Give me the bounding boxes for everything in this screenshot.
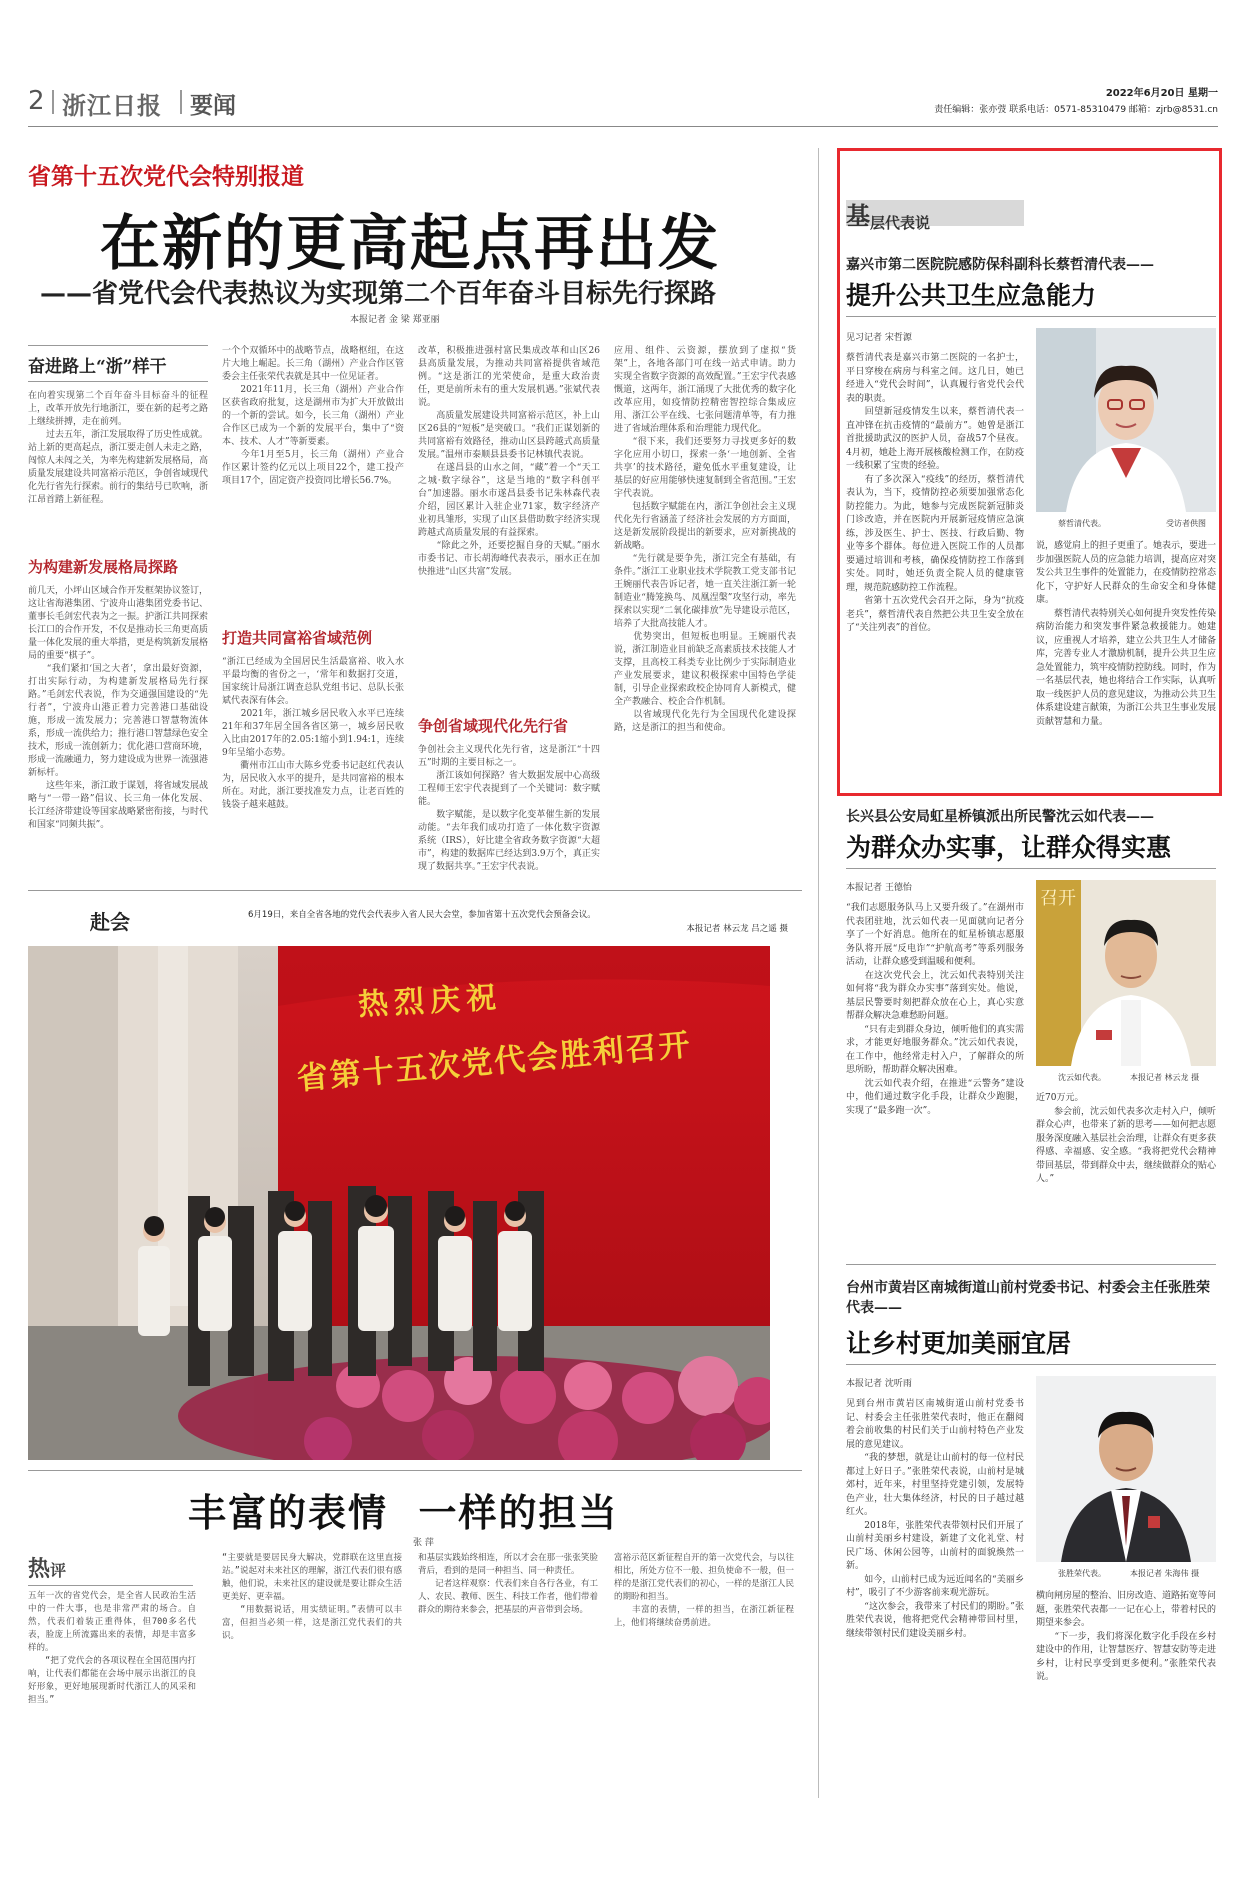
main-col-1	[28, 345, 208, 875]
story2-body1: “我们志愿服务队马上又要升级了。”在湖州市代表团驻地，沈云如代表一见面就向记者分享了一个好消息。他所在的虹星桥镇志愿服务队将开展“反电诈”“护航高考”等系列服务活动，让群众感受到温暖和便利。 在这次党代会上，沈云如代表特别关注如何将“我为群众办实事”落到实处。他说，基层民警要时刻把群众放在心上，真心实意帮群众解决急难愁盼问题。 “只有走到群众身边，倾听他们的真实需求，才能更好地服务群众。”沈云如代表说，在工作中，他经常走村入户，了解群众的所思所盼，帮助群众解决困难。 沈云如代表介绍，在推进“云警务”建设中，他们通过数字化手段，让群众少跑腿，实现了“最多跑一次”。	[846, 903, 1024, 1116]
section-title-prefix: 奋进路上	[28, 357, 96, 377]
page-number: 2	[28, 86, 45, 116]
deputy-panel-label	[846, 200, 1024, 232]
story2-photo	[1036, 880, 1216, 1066]
photo-section-label: 赴会	[90, 910, 130, 934]
main-col-2	[222, 345, 404, 875]
headline-subtitle: ——省党代会代表热议为实现第二个百年奋斗目标先行探路	[40, 279, 717, 309]
story1-body2: 说，感觉肩上的担子更重了。她表示，要进一步加强医院人员的应急能力培训，提高应对突发公共卫生事件的处置能力，在疫情防控常态化下，守护好人民群众的生命安全和身体健康。 蔡哲清代表特别关心如何提升突发性传染病防治能力和突发事件紧急救援能力。她建议，应重视人才培养，建立公共卫生人才储备库，完善专业人才激励机制，提升公共卫生应急处置能力，筑牢疫情防控防线。同时，作为一名基层代表，她也将结合工作实际，认真听取一线医护人员的意见建议，为推动公共卫生体系建设建言献策，为浙江公共卫生事业发展贡献智慧和力量。	[1036, 541, 1216, 727]
story3-byline: 本报记者 沈听雨	[846, 1379, 912, 1389]
story3-body2: 横向闸房屋的整治、旧房改造、道路拓宽等问题，张胜荣代表都一一记在心上，带着村民的期望来参会。 “下一步，我们将深化数字化手段在乡村建设中的作用，让智慧医疗、智慧安防等走进乡村，让村民享受到更多便利。”张胜荣代表说。	[1036, 1591, 1216, 1682]
photo-top-rule	[28, 890, 802, 891]
masthead	[28, 84, 1218, 124]
commentary-headline: 丰富的表情 一样的担当	[188, 1490, 619, 1535]
banner-line-1: 热烈庆祝	[357, 980, 504, 1023]
story1-intro: 嘉兴市第二医院院感防保科副科长蔡哲清代表——	[846, 257, 1154, 273]
main-intro: 在向着实现第二个百年奋斗目标奋斗的征程上，改革开放先行地浙江，要在新的起考之路上继续拼搏，走在前列。 过去五年，浙江发展取得了历史性成就。站上新的更高起点，浙江要走创人未走之路，闯惊人未闯之关，为率先构建新发展格局，高质量发展建设共同富裕示范区，争创省域现代化先行省先行探索。前行的集结号已吹响，浙江昂首踏上新征程。	[28, 391, 208, 505]
story2-photo-credit: 本报记者 林云龙 摄	[1130, 1073, 1200, 1082]
story1-photo-caption: 蔡哲清代表。	[1058, 519, 1106, 528]
story1-photo	[1036, 328, 1216, 512]
main-col2-body: “浙江已经成为全国居民生活最富裕、收入水平最均衡的省份之一，‘常年和数据打交道，国家统计局浙江调查总队党组书记、总队长张斌代表深有体会。 2021年，浙江城乡居民收入水平已连续21年和37年居全国各省区第一，城乡居民收入比由2017年的2.05:1缩小到1.94:1，连续9年呈缩小态势。 衢州市江山市大陈乡党委书记赵红代表认为，居民收入水平的提升，是共同富裕的根本所在。对此，浙江要找准发力点，让老百姓的钱袋子越来越鼓。	[222, 657, 404, 810]
story2-body2: 近70万元。 参会前，沈云如代表多次走村入户，倾听群众心声，也带来了新的思考——如何把志愿服务深度融入基层社会治理，让群众有更多获得感、幸福感、安全感。“我将把党代会精神带回基层，带到群众中去，继续做群众的贴心人。”	[1036, 1093, 1216, 1184]
section-title: 打造共同富裕省域范例	[222, 629, 373, 647]
commentary-author: 张 萍	[413, 1538, 434, 1548]
commentary-col-2: “主要就是要居民身大解决，党群联在这里直接站。”说起对未来社区的理解，浙江代表们很有感触，他们说，未来社区的建设就是要让群众生活更美好、更幸福。 “用数据说话，用实绩证明。”表情可以丰富，但担当必须一样，这是浙江党代表们的共识。	[222, 1553, 402, 1641]
divider	[846, 1264, 1216, 1265]
commentary-col-1: 五年一次的省党代会，是全省人民政治生活中的一件大事，也是非常严肃的场合。自然，代表们着装正重得体，但700多名代表，脸庞上所流露出来的表情，却是丰富多样的。 “把了党代会的各项议程在全国范围内打响，让代表们都能在会场中展示出浙江的良好形象，更好地展现新时代浙江人的风采和担当。”	[28, 1591, 196, 1705]
special-report-label: 省第十五次党代会特别报道	[28, 164, 304, 190]
commentary-label	[28, 1552, 193, 1586]
story3-photo-caption: 张胜荣代表。	[1058, 1569, 1106, 1578]
main-col-4	[614, 345, 796, 875]
divider	[846, 868, 1216, 869]
editor-contact: 责任编辑：张亦弢 联系电话：0571-85310479 邮箱：zjrb@8531.cn	[934, 105, 1218, 115]
section-title	[28, 352, 208, 377]
photo-caption: 6月19日，来自全省各地的党代会代表步入省人民大会堂，参加省第十五次党代会预备会议。	[248, 910, 596, 920]
masthead-divider	[180, 90, 182, 114]
divider	[28, 381, 208, 382]
main-col4-body: 应用、组件、云资源，摆放到了虚拟“货架”上，各地各部门可在线一站式申请。助力实现全省数字资源的高效配置。”王宏宇代表感慨道，这两年，浙江涌现了大批优秀的数字化改革应用，如疫情防控精密智控综合集成应用、浙江公平在线、七张问题清单等，有力推进了省域治理体系和治理能力现代化。 “很下来，我们还要努力寻找更多好的数字化应用小切口，探索一条‘一地创新、全省共享’的技术路径，避免低水平重复建设，让基层的好应用能够快速复制到全省范围。”王宏宇代表说。 包括数字赋能在内，浙江争创社会主义现代化先行省涵盖了经济社会发展的方方面面，这是新发展阶段提出的新要求，应对新挑战的新战略。 “先行就是要争先，浙江完全有基础，有条件。”浙江工业职业技术学院教工党支部书记王婉丽代表告诉记者，她一直关注浙江新一轮制造业“腾笼换鸟、凤凰涅槃”攻坚行动，率先探索以实现“二氧化碳排放”先导建设示范区，培养了大批高技能人才。 优势突出，但短板也明显。王婉丽代表说，浙江制造业目前缺乏高素质技术技能人才支撑，且高校工科类专业比例少于实际制造业产业发展要求，建议积极探索中国特色学徒制，引导企业探索政校企协同育人新模式，健全产教融合、校企合作机制。 以省域现代化先行为全国现代化建设探路，这是浙江的担当和使命。	[614, 346, 796, 733]
story3-title: 让乡村更加美丽宜居	[846, 1329, 1072, 1358]
commentary-col-4: 富裕示范区新征程自开的第一次党代会，与以往相比，所处方位不一般、担负使命不一般，但一样的是浙江党代表们的初心，一样的是浙江人民的期盼和担当。 丰富的表情，一样的担当，在浙江新征程上，他们将继续奋勇前进。	[614, 1553, 794, 1628]
deputy-label-rest: 层代表说	[870, 214, 931, 232]
photo-feature-header	[28, 900, 802, 940]
main-col2-top: 一个个双循环中的战略节点，战略枢纽，在这片大地上崛起。长三角（湖州）产业合作区管委会主任张荣代表就是其中一位见证者。 2021年11月，长三角（湖州）产业合作区获省政府批复，这是湖州市为扩大开放做出的一个新的尝试。如今，长三角（湖州）产业合作区已成为一个新的发展平台，集中了“资本、技术、人才”等新要素。 今年1月至5月，长三角（湖州）产业合作区累计签约亿元以上项目22个，建工投产项目17个，固定资产投资同比增长56.7%。	[222, 346, 404, 486]
issue-date: 2022年6月20日 星期一	[1105, 88, 1218, 99]
main-col-3	[418, 345, 600, 875]
story2-photo-caption: 沈云如代表。	[1058, 1073, 1106, 1082]
section-title: 为构建新发展格局探路	[28, 558, 179, 576]
story3-body1: 见到台州市黄岩区南城街道山前村党委书记、村委会主任张胜荣代表时，他正在翻阅着会前收集的村民们关于山前村特色产业发展的意见建议。 “我的梦想，就是让山前村的每一位村民都过上好日子。”张胜荣代表说，山前村是城郊村，近年来，村里坚持党建引领，发展特色产业，壮大集体经济，村民的日子越过越红火。 2018年，张胜荣代表带领村民们开展了山前村美丽乡村建设，新建了文化礼堂、村民广场、休闲公园等，山前村的面貌焕然一新。 如今，山前村已成为远近闻名的“美丽乡村”，吸引了不少游客前来观光游玩。 “这次参会，我带来了村民们的期盼。”张胜荣代表说，他将把党代会精神带回村里，继续带领村民们建设美丽乡村。	[846, 1399, 1024, 1639]
headline-byline: 本报记者 金 梁 郑亚丽	[350, 315, 440, 325]
paper-name: 浙江日报	[62, 91, 162, 120]
commentary-label-big: 热	[28, 1556, 51, 1582]
story1-body1: 蔡哲清代表是嘉兴市第二医院的一名护士，平日穿梭在病房与科室之间。这几日，她已经进入“党代会时间”，认真履行省党代会代表的职责。 回望新冠疫情发生以来，蔡哲清代表一直冲锋在抗击疫情的“最前方”。她曾是浙江首批援助武汉的医护人员，奋战57个昼夜。4月初，她赴上海开展核酸检测工作，在防疫一线积累了宝贵的经验。 有了多次深入“疫线”的经历，蔡哲清代表认为，当下，疫情防控必须要加强常态化防控能力。为此，她参与完成医院新冠肺炎门诊改造，并在医院内开展新冠疫情应急演练，涉及医生、护士、医技、行政后勤、物业等多个群体。每位进入医院工作的人员都要通过培训和考核，确保疫情防控工作落到实处。同时，她还负责全院人员的健康管理，规范院感防控工作流程。 省第十五次党代会召开之际，身为“抗疫老兵”，蔡哲清代表自然把公共卫生安全放在了“关注列表”的首位。	[846, 353, 1024, 633]
story3-intro: 台州市黄岩区南城街道山前村党委书记、村委会主任张胜荣代表——	[846, 1280, 1210, 1316]
masthead-divider	[52, 90, 54, 114]
divider	[846, 316, 1216, 317]
deputy-portrait	[1036, 880, 1216, 1066]
section-title-quote: “浙”样干	[96, 357, 167, 377]
column-separator	[818, 148, 819, 1798]
deputy-label-big: 基	[846, 201, 870, 230]
story1-title: 提升公共卫生应急能力	[846, 281, 1097, 310]
masthead-rule	[28, 126, 1218, 127]
story1-photo-credit: 受访者供图	[1166, 519, 1206, 528]
section-title: 争创省域现代化先行省	[418, 717, 569, 735]
commentary-top-rule	[28, 1470, 802, 1471]
deputy-portrait	[1036, 328, 1216, 512]
story3-photo	[1036, 1376, 1216, 1562]
banner-line-2: 省第十五次党代会胜利召开	[295, 1026, 694, 1098]
section-name: 要闻	[190, 93, 236, 119]
story2-byline: 本报记者 王德怡	[846, 883, 912, 893]
divider	[28, 1585, 193, 1586]
divider	[28, 345, 208, 346]
divider	[846, 1364, 1216, 1365]
congress-photo	[28, 946, 770, 1460]
story1-byline: 见习记者 宋哲源	[846, 333, 912, 343]
story2-intro: 长兴县公安局虹星桥镇派出所民警沈云如代表——	[846, 809, 1154, 825]
deputy-portrait	[1036, 1376, 1216, 1562]
story2-title: 为群众办实事，让群众得实惠	[846, 833, 1172, 862]
photo-credit: 本报记者 林云龙 吕之遥 摄	[686, 924, 788, 934]
main-col3-body: 改革，积极推进强村富民集成改革和山区26县高质量发展，为推动共同富裕提供省域范例。“这是浙江的光荣使命，是重大政治责任，更是前所未有的重大发展机遇。”张斌代表说。 高质量发展建设共同富裕示范区，补上山区26县的“短板”是突破口。“我们正谋划新的共同富裕有效路径，推动山区县跨越式高质量发展。”温州市泰顺县县委书记林镇代表说。 在遂昌县的山水之间，“藏”着一个“天工之城·数字绿谷”，这是当地的“数字科创平台”加速器。丽水市遂昌县委书记朱林森代表介绍，园区累计入驻企业71家，数字经济产业初具雏形，实现了山区县借助数字经济实现跨越式高质量发展的有益探索。 “除此之外，还要挖掘自身的天赋。”丽水市委书记、市长胡海峰代表表示，丽水正在加快推进“山区共富”发展。	[418, 346, 600, 577]
story3-photo-credit: 本报记者 朱海伟 摄	[1130, 1569, 1200, 1578]
main-col3-body2: 争创社会主义现代化先行省，这是浙江“十四五”时期的主要目标之一。 浙江该如何探路？省大数据发展中心高级工程师王宏宇代表提到了一个关键词：数字赋能。 数字赋能，是以数字化变革催生新的发展动能。“去年我们成功打造了一体化数字资源系统（IRS），好比建全省政务数字资源“大超市”，构建的数据库已经达到3.9万个，真正实现了数据共享。”王宏宇代表说。	[418, 745, 600, 872]
svg-text:召开: 召开	[1040, 888, 1076, 909]
commentary-col-3: 和基层实践始终相连，所以才会在那一张张笑脸背后，看到的是同一种担当、同一种责任。 记者这样观察：代表们来自各行各业，有工人、农民、教师、医生、科技工作者，他们带着群众的期待来参会，把基层的声音带到会场。	[418, 1553, 598, 1615]
headline-title: 在新的更高起点再出发	[100, 209, 720, 279]
commentary-label-rest: 评	[50, 1561, 67, 1580]
main-col1-body: 前几天，小坪山区域合作开发框架协议签订，这让省海港集团、宁波舟山港集团党委书记、董事长毛剑宏代表为之一振。护浙江共同探索长江口的合作开发，不仅是推动长三角更高质量一体化发展的重大举措，更是构筑新发展格局的重要“棋子”。 “我们紧扣‘国之大者’，拿出最好资源，打出实际行动，为构建新发展格局先行探路。”毛剑宏代表说，作为交通强国建设的“先行者”，宁波舟山港正着力完善港口基础设施，形成一流发展力；完善港口智慧物流体系，形成一流供给力；推行港口智慧绿色安全技术，形成一流创新力；优化港口营商环境，形成一流融通力，努力建设成为世界一流强港新标杆。 这些年来，浙江敢于谋划，将省域发展战略与“一带一路”倡议、长三角一体化发展、长江经济带建设等国家战略紧密衔接，与时代和国家“同频共振”。	[28, 586, 208, 830]
